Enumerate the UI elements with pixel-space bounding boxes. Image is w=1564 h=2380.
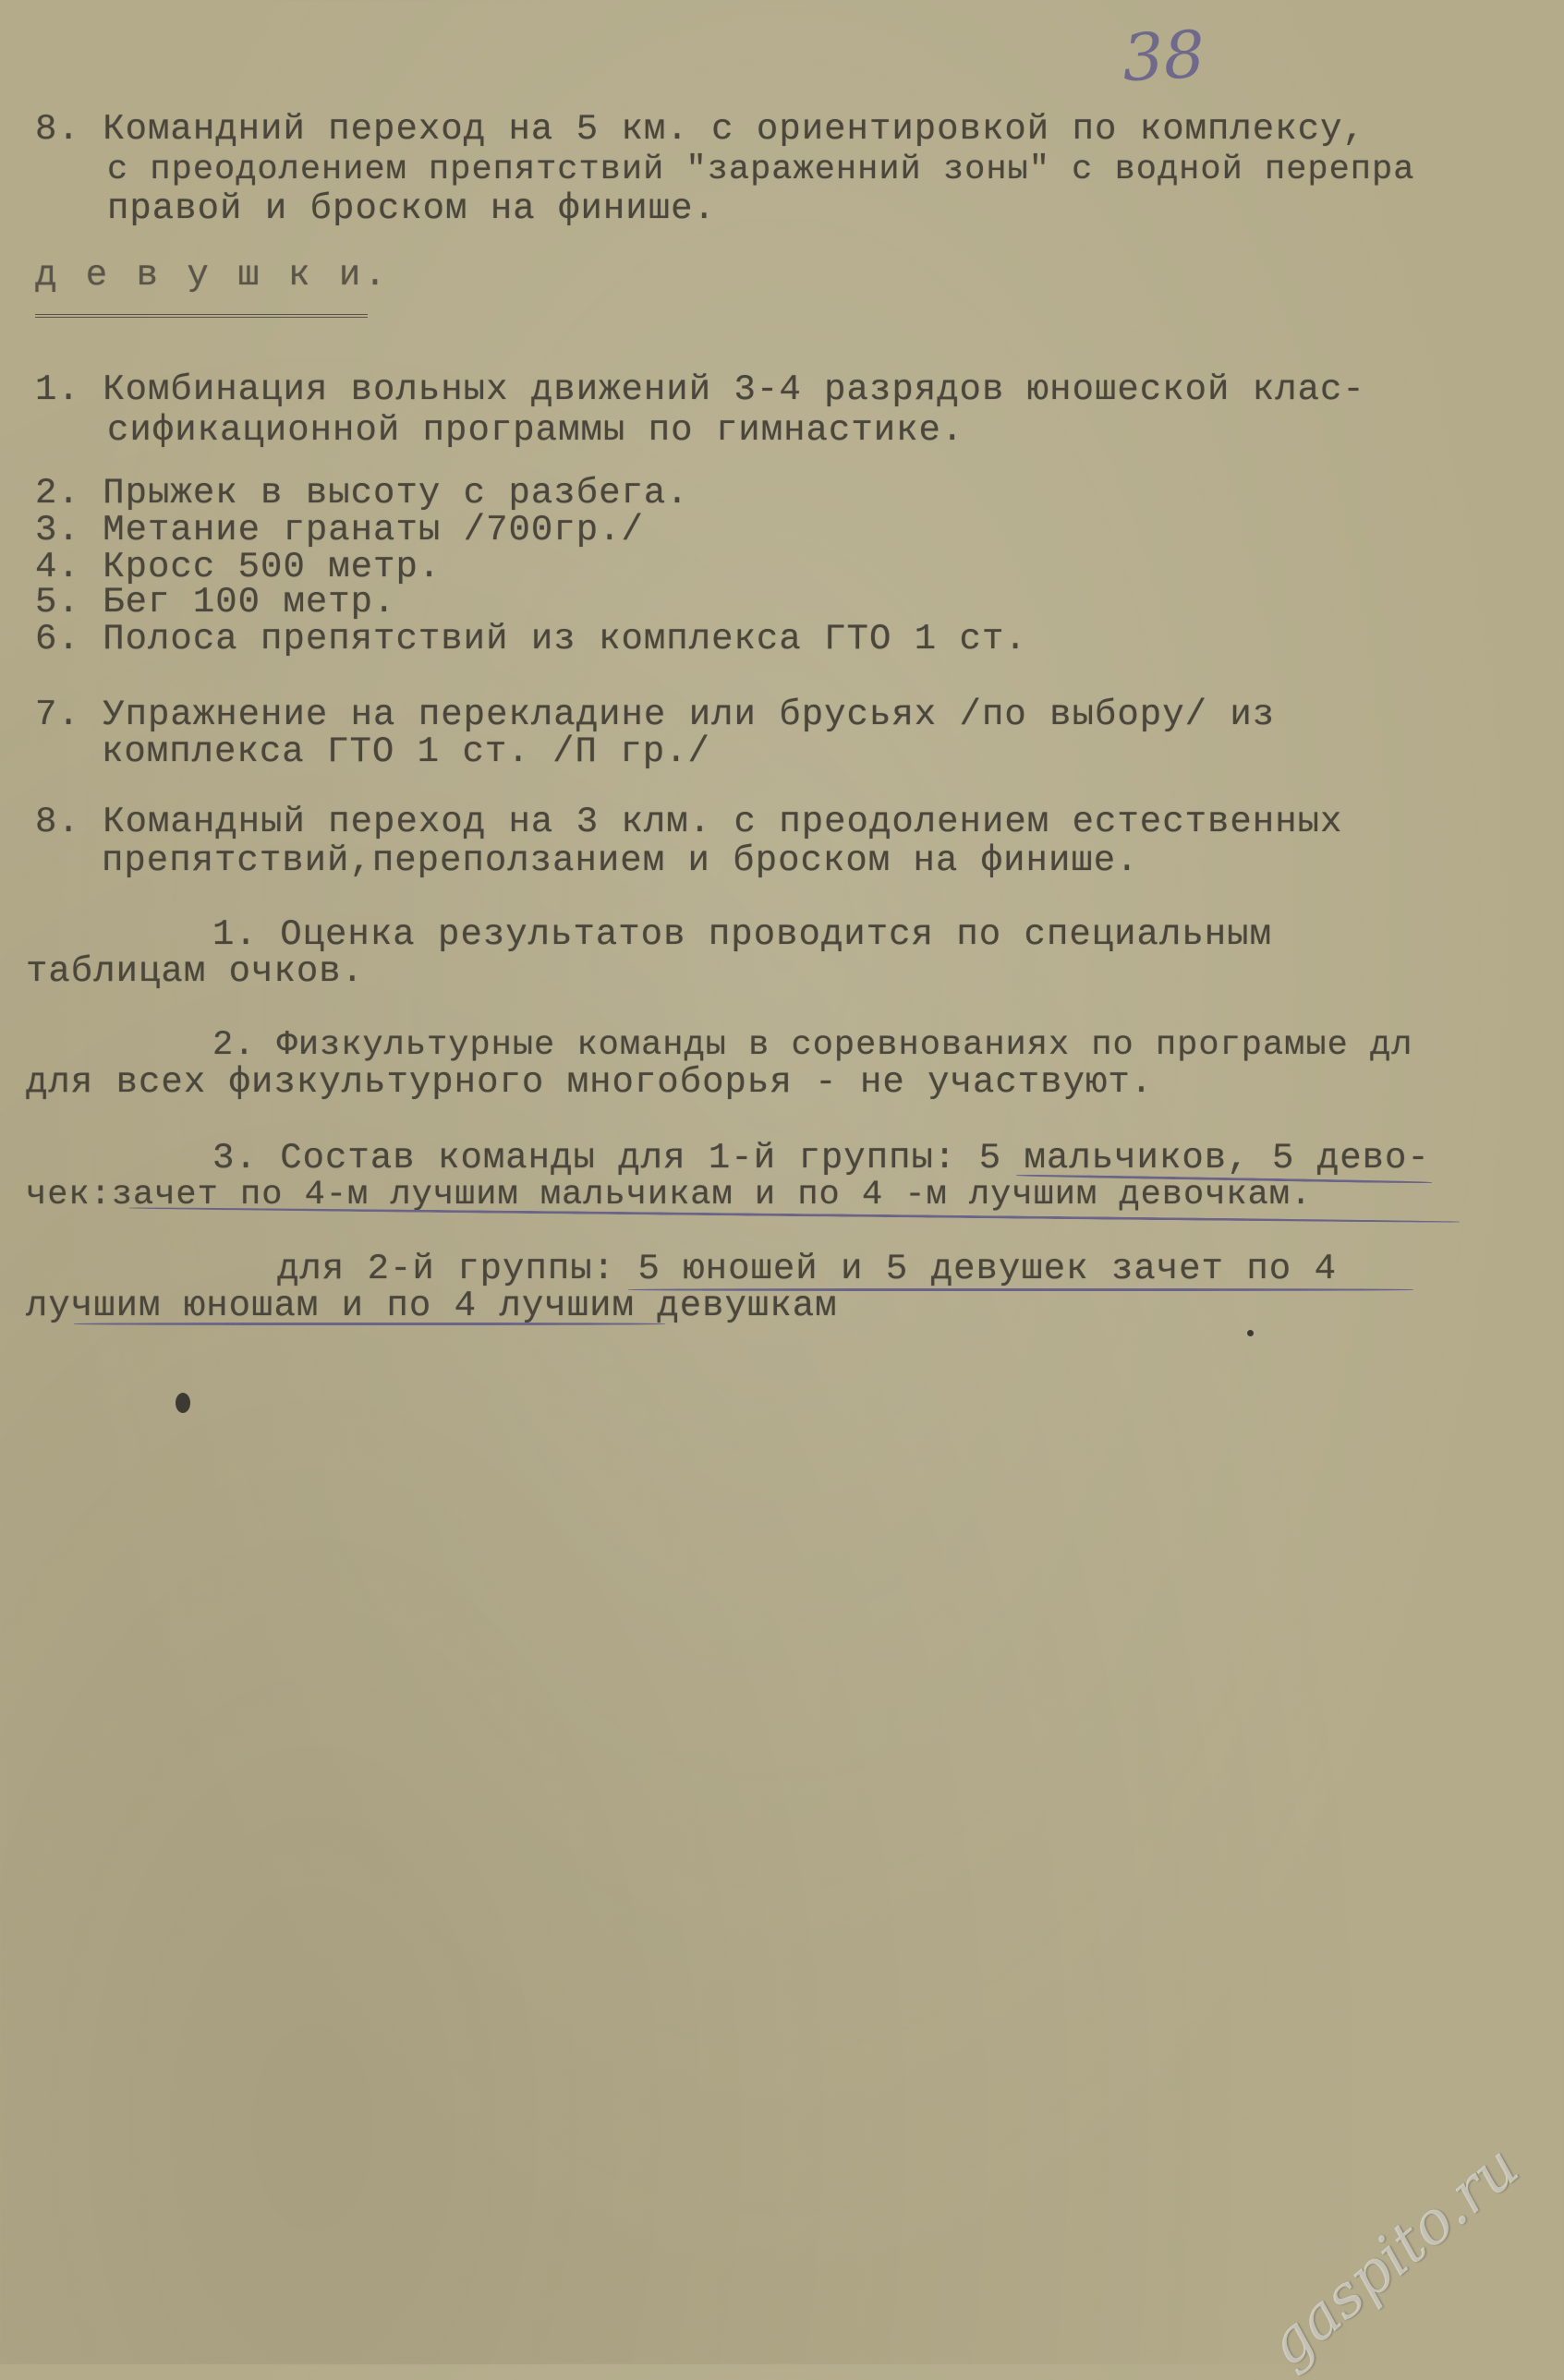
note-3-line-2: чек:зачет по 4-м лучшим мальчикам и по 4 -м лучшим девочкам. xyxy=(26,1176,1313,1214)
girls-item-3: 3. Метание гранаты /700гр./ xyxy=(35,510,644,550)
girls-item-1-line-2: сификационной программы по гимнастике. xyxy=(107,410,964,451)
girls-item-8-line-1: 8. Командный переход на 3 клм. с преодолением естественных xyxy=(35,802,1343,842)
ink-spot xyxy=(1247,1330,1254,1336)
note-1-line-2: таблицам очков. xyxy=(26,951,365,992)
girls-item-4: 4. Кросс 500 метр. xyxy=(35,547,442,587)
heading-underline xyxy=(35,314,368,318)
note-2-line-1: 2. Физкультурные команды в соревнованиях по програмые дл xyxy=(212,1026,1413,1065)
note-2-line-2: для всех физкультурного многоборья - не участвуют. xyxy=(26,1062,1154,1103)
girls-item-8-line-2: препятствий,переползанием и броском на финише. xyxy=(102,840,1139,881)
note-3-line-1: 3. Состав команды для 1-й группы: 5 мальчиков, 5 дево- xyxy=(212,1138,1430,1178)
ink-spot xyxy=(176,1393,190,1413)
boys-item-8-line-3: правой и броском на финише. xyxy=(107,188,716,229)
girls-item-6: 6. Полоса препятствий из комплекса ГТО 1 ст. xyxy=(35,619,1027,659)
watermark: gaspito.ru xyxy=(1255,2132,1533,2380)
girls-heading: д е в у ш к и. xyxy=(35,255,390,296)
note-4-line-2: лучшим юношам и по 4 лучшим девушкам xyxy=(26,1286,838,1326)
boys-item-8-line-1: 8. Командний переход на 5 км. с ориентировкой по комплексу, xyxy=(35,109,1365,150)
girls-item-7-line-1: 7. Упражнение на перекладине или брусьях /по выбору/ из xyxy=(35,695,1276,735)
girls-item-5: 5. Бег 100 метр. xyxy=(35,582,396,622)
handwritten-underline xyxy=(628,1288,1413,1291)
page-number: 38 xyxy=(1120,16,1207,97)
note-4-line-1: для 2-й группы: 5 юношей и 5 девушек зачет по 4 xyxy=(277,1249,1337,1289)
girls-item-1-line-1: 1. Комбинация вольных движений 3-4 разрядов юношеской клас- xyxy=(35,369,1365,410)
girls-item-2: 2. Прыжек в высоту с разбега. xyxy=(35,473,689,513)
note-1-line-1: 1. Оценка результатов проводится по специальным xyxy=(212,914,1272,955)
boys-item-8-line-2: с преодолением препятствий "зараженний зоны" с водной перепра xyxy=(107,151,1415,189)
girls-item-7-line-2: комплекса ГТО 1 ст. /П гр./ xyxy=(102,731,710,772)
handwritten-underline xyxy=(74,1323,665,1325)
